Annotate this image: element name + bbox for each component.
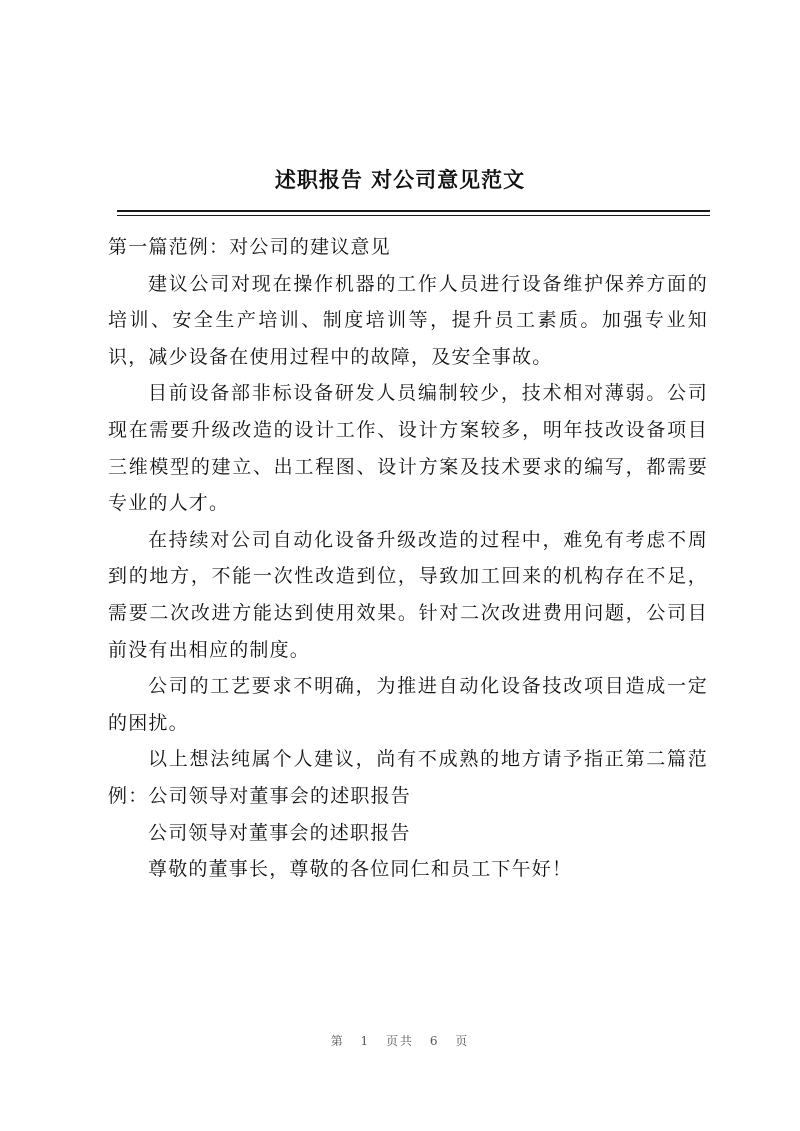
paragraph: 目前设备部非标设备研发人员编制较少，技术相对薄弱。公司现在需要升级改造的设计工作、设计方案较多，明年技改设备项目三维模型的建立、出工程图、设计方案及技术要求的编写，都需要专业的人才。: [108, 382, 708, 515]
paragraph: 公司的工艺要求不明确，为推进自动化设备技改项目造成一定的困扰。: [108, 675, 708, 734]
page-number-footer: 第 1 页共 6 页: [330, 1034, 470, 1048]
document-title: 述职报告 对公司意见范文: [274, 168, 526, 192]
paragraph: 在持续对公司自动化设备升级改造的过程中，难免有考虑不周到的地方，不能一次性改造到位，导致加工回来的机构存在不足，需要二次改进方能达到使用效果。针对二次改进费用问题，公司目前没有出相应的制度。: [108, 528, 708, 661]
paragraph: 以上想法纯属个人建议，尚有不成熟的地方请予指正第二篇范例：公司领导对董事会的述职报告: [108, 748, 708, 807]
paragraph: 建议公司对现在操作机器的工作人员进行设备维护保养方面的培训、安全生产培训、制度培训等，提升员工素质。加强专业知识，减少设备在使用过程中的故障，及安全事故。: [108, 272, 708, 368]
paragraph: 尊敬的董事长，尊敬的各位同仁和员工下午好！: [148, 858, 573, 881]
title-divider-thin: [117, 215, 710, 216]
document-body: [108, 229, 708, 888]
title-divider-thick: [117, 210, 710, 212]
paragraph-heading: 第一篇范例：对公司的建议意见: [108, 236, 391, 258]
paragraph: 公司领导对董事会的述职报告: [148, 821, 411, 844]
